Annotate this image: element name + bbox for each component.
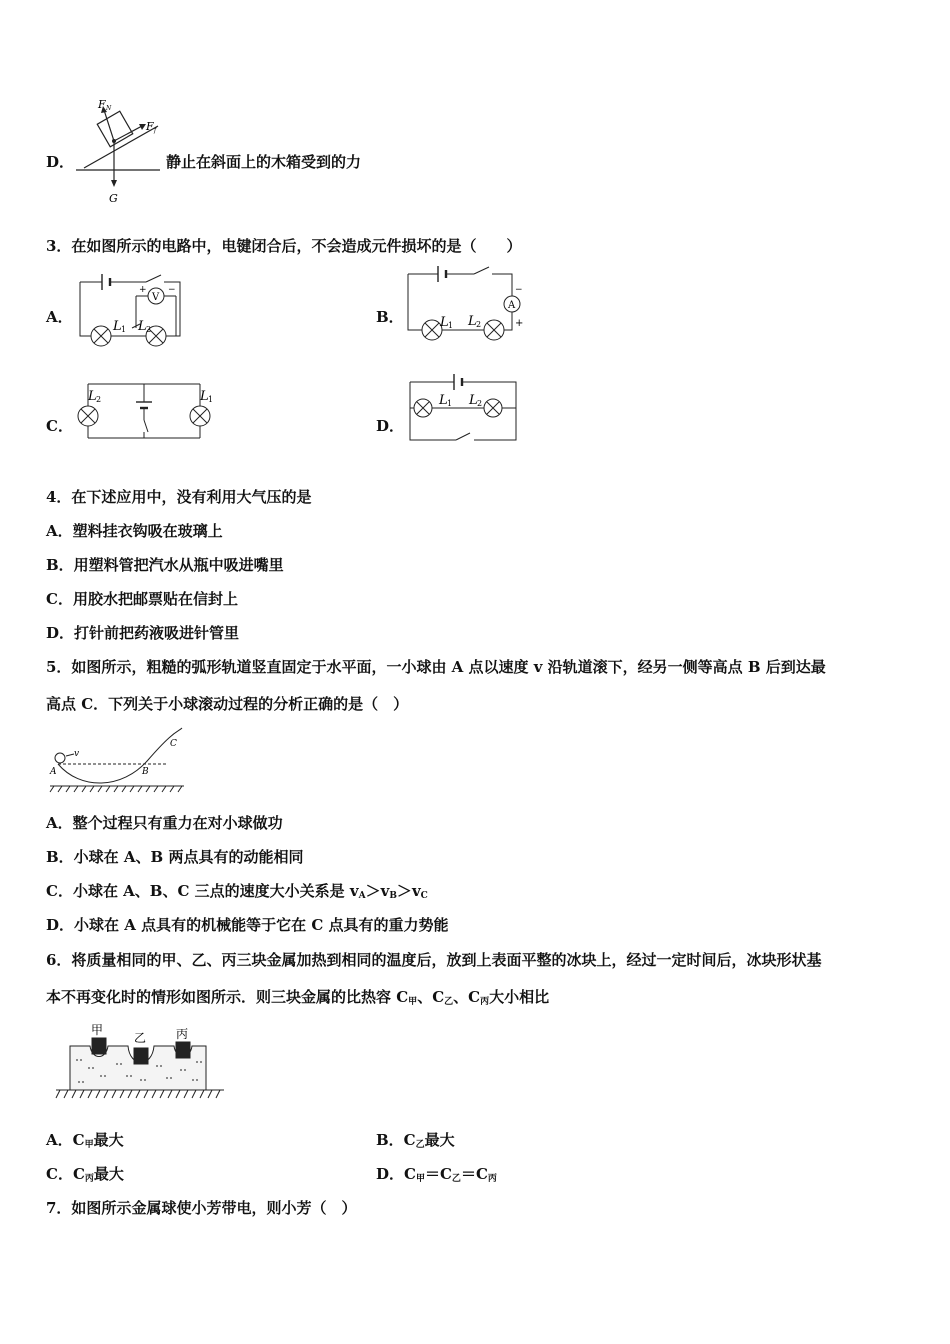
q6-stem-line1: 6．将质量相同的甲、乙、丙三块金属加热到相同的温度后，放到上表面平整的冰块上，经过一定时间后，冰块形状基	[46, 951, 822, 969]
q5-option-a: A．整个过程只有重力在对小球做功	[46, 814, 283, 832]
ammeter-plus: +	[515, 318, 524, 329]
lamp-sub: 2	[477, 399, 483, 408]
metal-bing-label: 丙	[176, 1027, 189, 1041]
vel-sub: A	[358, 891, 366, 901]
ammeter-letter: A	[508, 300, 516, 311]
q6-stem-text: 本不再变化时的情形如图所示．则三块金属的比热容 C	[46, 988, 409, 1006]
metal-sub: 丙	[487, 1174, 497, 1184]
point-c-label: C	[170, 739, 177, 749]
eq-sign: ＝C	[460, 1165, 488, 1183]
voltmeter-plus: +	[139, 285, 147, 295]
q3-stem: 3．在如图所示的电路中，电键闭合后，不会造成元件损坏的是（ ）	[46, 237, 522, 255]
point-b-label: B	[142, 767, 149, 777]
metal-sub: 甲	[408, 997, 418, 1007]
circuit-c-diagram	[74, 380, 214, 442]
vel-sub: B	[389, 891, 397, 901]
q6-option-d	[376, 1164, 497, 1189]
vel-sub: C	[420, 891, 428, 901]
q5-option-b: B．小球在 A、B 两点具有的动能相同	[46, 848, 304, 866]
q5-stem-line1: 5．如图所示，粗糙的弧形轨道竖直固定于水平面，一小球由 A 点以速度 v 沿轨道滚下，经另一侧等高点 B 后到达最	[46, 658, 826, 676]
q6-stem-text: 大小相比	[489, 988, 550, 1006]
metal-sub: 丙	[480, 997, 490, 1007]
lamp-sub: 1	[208, 395, 214, 404]
lamp-sub: 2	[476, 320, 482, 329]
lamp-label: L	[440, 315, 449, 330]
q2-option-d-text: 静止在斜面上的木箱受到的力	[166, 153, 362, 171]
q6-option-text: B．C	[376, 1131, 416, 1149]
lamp-sub: 2	[146, 325, 152, 334]
q7-stem: 7．如图所示金属球使小芳带电，则小芳（ ）	[46, 1199, 357, 1217]
lamp-label: L	[468, 314, 477, 329]
lamp-sub: 1	[447, 399, 453, 408]
ff-label: F	[146, 120, 154, 133]
q4-stem: 4．在下述应用中，没有利用大气压的是	[46, 488, 312, 506]
circuit-d-diagram	[406, 374, 520, 448]
q6-option-text: D．C	[376, 1165, 416, 1183]
lamp-label: L	[138, 319, 147, 334]
lamp-label: L	[88, 389, 97, 404]
gt-sign: ＞	[396, 882, 412, 900]
ammeter-minus: −	[515, 285, 523, 295]
q6-option-c	[46, 1164, 124, 1189]
q6-option-text: C．C	[46, 1165, 85, 1183]
sep: 、C	[453, 988, 481, 1006]
q6-option-text: 最大	[93, 1131, 124, 1149]
metal-jia-label: 甲	[91, 1023, 104, 1037]
q6-option-text: 最大	[93, 1165, 124, 1183]
voltmeter-minus: −	[168, 285, 176, 295]
metal-sub: 乙	[444, 997, 454, 1007]
fn-sub: N	[106, 105, 112, 112]
metal-sub: 甲	[84, 1140, 94, 1150]
point-a-label: A	[50, 767, 57, 777]
voltmeter-letter: V	[152, 292, 160, 303]
lamp-sub: 1	[448, 321, 454, 330]
q5-option-c	[46, 881, 428, 906]
q6-stem-line2	[46, 987, 549, 1012]
q5-option-d: D．小球在 A 点具有的机械能等于它在 C 点具有的重力势能	[46, 916, 449, 934]
q6-option-text: 最大	[424, 1131, 455, 1149]
metal-yi-label: 乙	[134, 1031, 147, 1045]
q3-option-a-label: A．	[46, 308, 73, 326]
q5-stem-line2: 高点 C．下列关于小球滚动过程的分析正确的是（ ）	[46, 695, 409, 713]
metal-sub: 乙	[451, 1174, 461, 1184]
q6-option-b	[376, 1130, 455, 1155]
q4-option-a: A．塑料挂衣钩吸在玻璃上	[46, 522, 223, 540]
lamp-sub: 1	[121, 325, 127, 334]
q5-option-c-text: C．小球在 A、B、C 三点的速度大小关系是	[46, 882, 350, 900]
velocity-label: v	[74, 749, 80, 759]
eq-sign: ＝C	[424, 1165, 452, 1183]
vel-symbol: v	[380, 882, 390, 900]
ff-sub: f	[154, 127, 157, 134]
sep: 、C	[417, 988, 445, 1006]
q3-option-b-label: B．	[376, 308, 404, 326]
incline-box-force-diagram	[70, 96, 170, 208]
g-label: G	[109, 192, 118, 205]
lamp-label: L	[200, 389, 209, 404]
metal-sub: 丙	[84, 1174, 94, 1184]
curved-track-diagram	[48, 726, 188, 794]
q4-option-c: C．用胶水把邮票贴在信封上	[46, 590, 238, 608]
q6-option-a	[46, 1130, 124, 1155]
q4-option-d: D．打针前把药液吸进针管里	[46, 624, 240, 642]
q2-option-d-label: D．	[46, 153, 75, 171]
fn-label: F	[98, 98, 106, 111]
lamp-sub: 2	[96, 395, 102, 404]
circuit-a-diagram	[76, 268, 186, 350]
vel-symbol: v	[349, 882, 359, 900]
metal-sub: 乙	[415, 1140, 425, 1150]
metal-sub: 甲	[415, 1174, 425, 1184]
ice-block-metals-diagram	[56, 1020, 226, 1106]
q6-option-text: A．C	[46, 1131, 85, 1149]
circuit-b-diagram	[404, 266, 534, 352]
gt-sign: ＞	[365, 882, 381, 900]
lamp-label: L	[469, 393, 478, 408]
lamp-label: L	[439, 393, 448, 408]
vel-symbol: v	[411, 882, 421, 900]
q4-option-b: B．用塑料管把汽水从瓶中吸进嘴里	[46, 556, 284, 574]
q3-option-c-label: C．	[46, 417, 73, 435]
lamp-label: L	[113, 319, 122, 334]
q3-option-d-label: D．	[376, 417, 405, 435]
